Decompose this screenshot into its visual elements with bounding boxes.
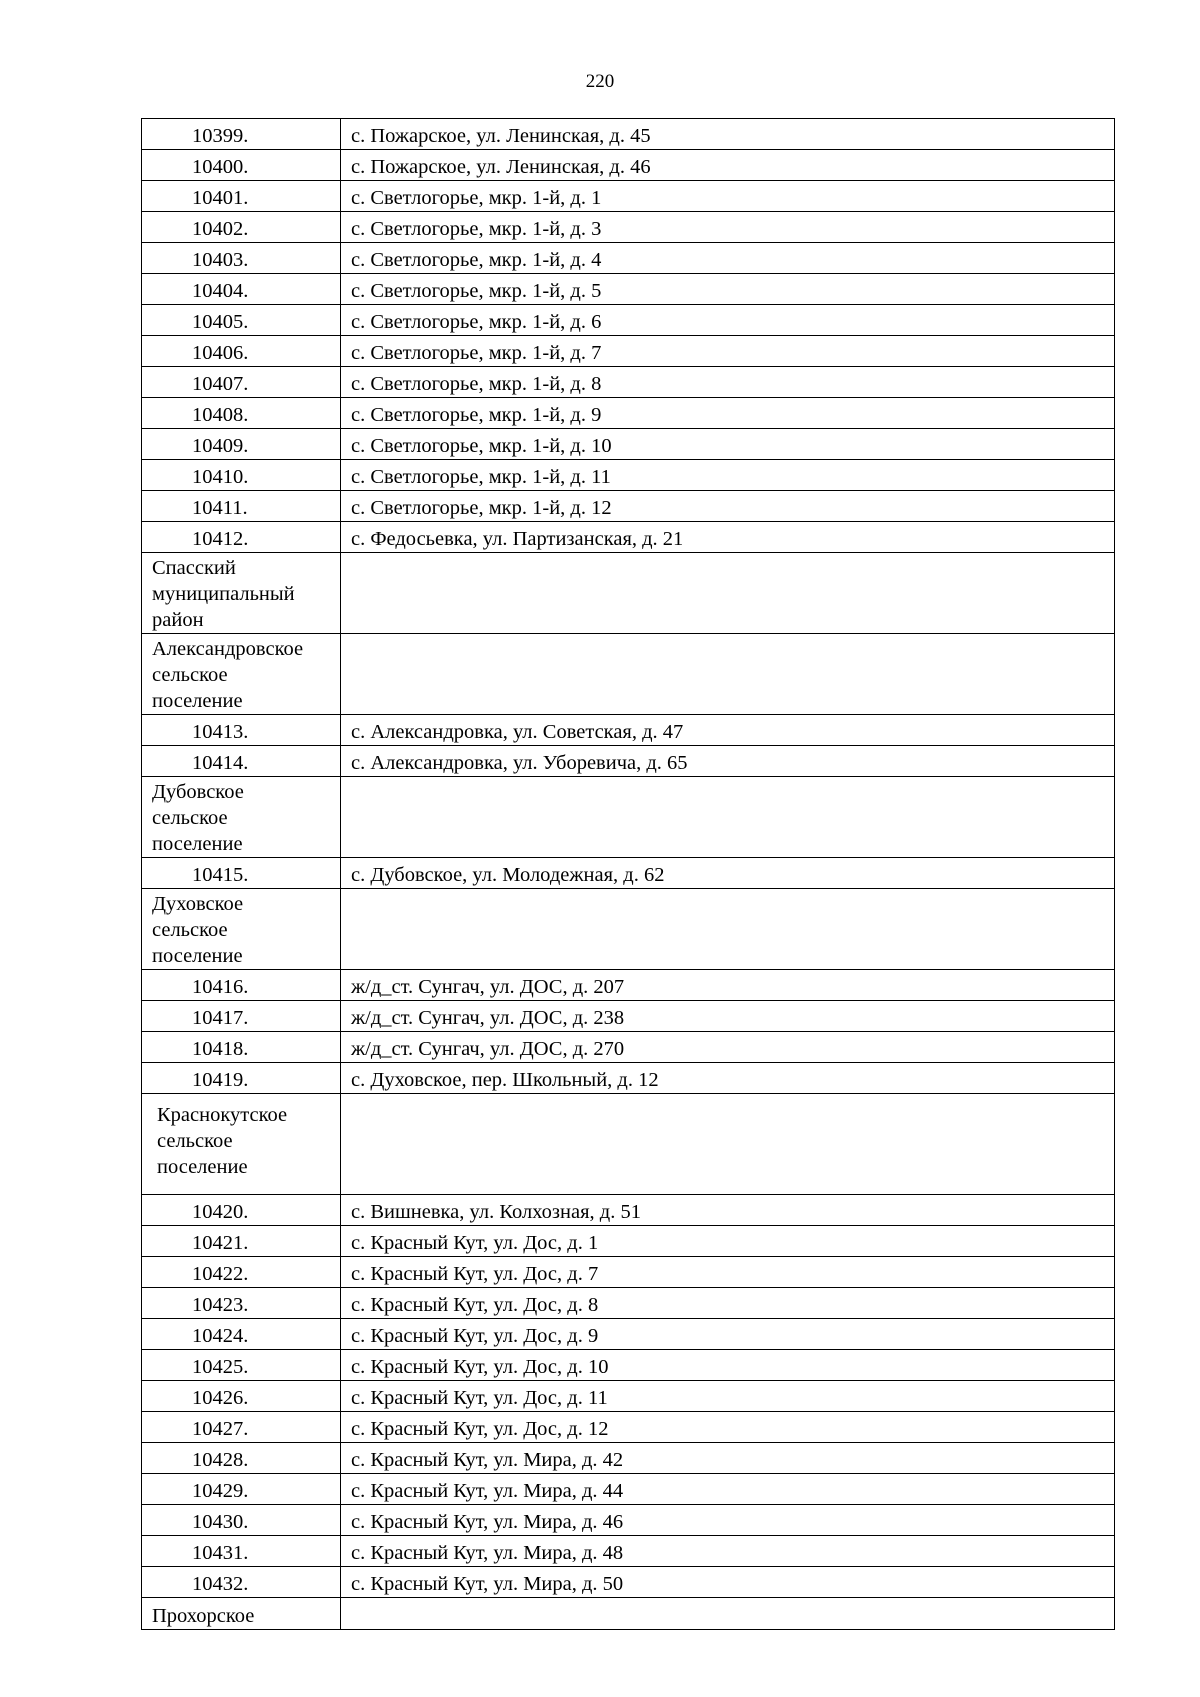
section-label (142, 777, 341, 858)
table-row (142, 858, 1115, 889)
section-label-line: сельское (152, 664, 228, 686)
row-number: 10429. (142, 1474, 341, 1505)
table-row (142, 970, 1115, 1001)
table-row (142, 1350, 1115, 1381)
section-label-line: Александровское (152, 638, 304, 660)
table-row (142, 715, 1115, 746)
row-number: 10401. (142, 181, 341, 212)
row-number: 10404. (142, 274, 341, 305)
row-number: 10411. (142, 491, 341, 522)
section-label-line: Духовское (152, 893, 244, 915)
row-number: 10402. (142, 212, 341, 243)
section-empty-cell (341, 777, 1115, 858)
row-number: 10426. (142, 1381, 341, 1412)
section-label-line: Спасский (152, 557, 236, 579)
section-header-row (142, 889, 1115, 970)
table-row (142, 305, 1115, 336)
section-header-row (142, 1598, 1115, 1630)
table-row (142, 460, 1115, 491)
row-number: 10430. (142, 1505, 341, 1536)
section-header-row (142, 1094, 1115, 1195)
section-header-row (142, 634, 1115, 715)
page-number: 220 (585, 71, 615, 92)
section-empty-cell (341, 553, 1115, 634)
table-row (142, 1319, 1115, 1350)
row-number: 10420. (142, 1195, 341, 1226)
row-address: с. Светлогорье, мкр. 1-й, д. 4 (341, 243, 1115, 274)
row-address: с. Дубовское, ул. Молодежная, д. 62 (341, 858, 1115, 889)
row-number: 10425. (142, 1350, 341, 1381)
row-number: 10427. (142, 1412, 341, 1443)
table-row (142, 1063, 1115, 1094)
table-row (142, 1505, 1115, 1536)
section-label-line: Дубовское (152, 781, 244, 803)
row-address: с. Красный Кут, ул. Дос, д. 1 (341, 1226, 1115, 1257)
section-label-line: сельское (152, 919, 228, 941)
table-row (142, 429, 1115, 460)
row-address: с. Светлогорье, мкр. 1-й, д. 9 (341, 398, 1115, 429)
row-number: 10405. (142, 305, 341, 336)
section-label (142, 553, 341, 634)
row-number: 10423. (142, 1288, 341, 1319)
address-table (141, 118, 1115, 1630)
row-address: с. Александровка, ул. Советская, д. 47 (341, 715, 1115, 746)
row-address: ж/д_ст. Сунгач, ул. ДОС, д. 270 (341, 1032, 1115, 1063)
row-address: с. Александровка, ул. Уборевича, д. 65 (341, 746, 1115, 777)
row-address: с. Красный Кут, ул. Дос, д. 10 (341, 1350, 1115, 1381)
row-number: 10403. (142, 243, 341, 274)
row-address: с. Светлогорье, мкр. 1-й, д. 6 (341, 305, 1115, 336)
row-number: 10418. (142, 1032, 341, 1063)
row-address: с. Красный Кут, ул. Мира, д. 42 (341, 1443, 1115, 1474)
row-number: 10419. (142, 1063, 341, 1094)
row-address: с. Красный Кут, ул. Дос, д. 8 (341, 1288, 1115, 1319)
row-address: с. Красный Кут, ул. Мира, д. 50 (341, 1567, 1115, 1598)
row-address: с. Светлогорье, мкр. 1-й, д. 7 (341, 336, 1115, 367)
section-label (142, 889, 341, 970)
table-row (142, 367, 1115, 398)
section-label-line: район (152, 609, 204, 631)
row-address: с. Светлогорье, мкр. 1-й, д. 5 (341, 274, 1115, 305)
row-address: с. Светлогорье, мкр. 1-й, д. 10 (341, 429, 1115, 460)
row-number: 10400. (142, 150, 341, 181)
section-header-row (142, 777, 1115, 858)
table-row (142, 181, 1115, 212)
table-row (142, 274, 1115, 305)
table-row (142, 1536, 1115, 1567)
section-label (142, 634, 341, 715)
row-number: 10410. (142, 460, 341, 491)
table-row (142, 1412, 1115, 1443)
table-row (142, 1443, 1115, 1474)
row-number: 10407. (142, 367, 341, 398)
row-number: 10415. (142, 858, 341, 889)
row-address: с. Красный Кут, ул. Мира, д. 44 (341, 1474, 1115, 1505)
table-row (142, 522, 1115, 553)
table-row (142, 336, 1115, 367)
section-label-line: сельское (152, 807, 228, 829)
row-address: с. Вишневка, ул. Колхозная, д. 51 (341, 1195, 1115, 1226)
section-label-line: поселение (152, 833, 243, 855)
section-label-line: муниципальный (152, 583, 295, 605)
section-label-line: поселение (152, 945, 243, 967)
section-label (142, 1094, 341, 1195)
row-address: с. Светлогорье, мкр. 1-й, д. 12 (341, 491, 1115, 522)
row-address: с. Светлогорье, мкр. 1-й, д. 8 (341, 367, 1115, 398)
section-label-line: поселение (157, 1156, 248, 1178)
row-number: 10432. (142, 1567, 341, 1598)
table-row (142, 119, 1115, 150)
row-address: с. Светлогорье, мкр. 1-й, д. 1 (341, 181, 1115, 212)
section-header-row (142, 553, 1115, 634)
row-number: 10416. (142, 970, 341, 1001)
row-address: с. Красный Кут, ул. Дос, д. 9 (341, 1319, 1115, 1350)
row-address: с. Светлогорье, мкр. 1-й, д. 11 (341, 460, 1115, 491)
row-address: с. Пожарское, ул. Ленинская, д. 45 (341, 119, 1115, 150)
row-number: 10428. (142, 1443, 341, 1474)
table-row (142, 1474, 1115, 1505)
row-number: 10424. (142, 1319, 341, 1350)
row-address: с. Светлогорье, мкр. 1-й, д. 3 (341, 212, 1115, 243)
row-number: 10412. (142, 522, 341, 553)
table-row (142, 212, 1115, 243)
table-row (142, 1381, 1115, 1412)
section-label-line: сельское (157, 1130, 233, 1152)
section-label-line: поселение (152, 690, 243, 712)
row-address: ж/д_ст. Сунгач, ул. ДОС, д. 207 (341, 970, 1115, 1001)
row-address: с. Красный Кут, ул. Дос, д. 12 (341, 1412, 1115, 1443)
section-empty-cell (341, 1598, 1115, 1630)
row-address: с. Пожарское, ул. Ленинская, д. 46 (341, 150, 1115, 181)
row-address: с. Федосьевка, ул. Партизанская, д. 21 (341, 522, 1115, 553)
row-number: 10417. (142, 1001, 341, 1032)
table-row (142, 1195, 1115, 1226)
section-label (142, 1598, 341, 1630)
row-address: с. Духовское, пер. Школьный, д. 12 (341, 1063, 1115, 1094)
table-row (142, 1288, 1115, 1319)
row-number: 10399. (142, 119, 341, 150)
table-row (142, 1567, 1115, 1598)
table-row (142, 491, 1115, 522)
table-row (142, 1257, 1115, 1288)
table-row (142, 1032, 1115, 1063)
table-row (142, 243, 1115, 274)
table-row (142, 150, 1115, 181)
section-empty-cell (341, 634, 1115, 715)
section-empty-cell (341, 889, 1115, 970)
table-row (142, 1226, 1115, 1257)
row-address: с. Красный Кут, ул. Мира, д. 48 (341, 1536, 1115, 1567)
row-address: с. Красный Кут, ул. Дос, д. 11 (341, 1381, 1115, 1412)
row-number: 10409. (142, 429, 341, 460)
row-number: 10422. (142, 1257, 341, 1288)
section-label-line: Краснокутское (157, 1104, 288, 1126)
table-row (142, 398, 1115, 429)
row-number: 10413. (142, 715, 341, 746)
row-address: с. Красный Кут, ул. Мира, д. 46 (341, 1505, 1115, 1536)
section-empty-cell (341, 1094, 1115, 1195)
table-row (142, 746, 1115, 777)
row-number: 10431. (142, 1536, 341, 1567)
section-label-line: Прохорское (152, 1605, 255, 1627)
row-number: 10406. (142, 336, 341, 367)
table-row (142, 1001, 1115, 1032)
row-address: ж/д_ст. Сунгач, ул. ДОС, д. 238 (341, 1001, 1115, 1032)
row-number: 10421. (142, 1226, 341, 1257)
row-number: 10408. (142, 398, 341, 429)
address-table-body (142, 119, 1115, 1630)
row-number: 10414. (142, 746, 341, 777)
row-address: с. Красный Кут, ул. Дос, д. 7 (341, 1257, 1115, 1288)
